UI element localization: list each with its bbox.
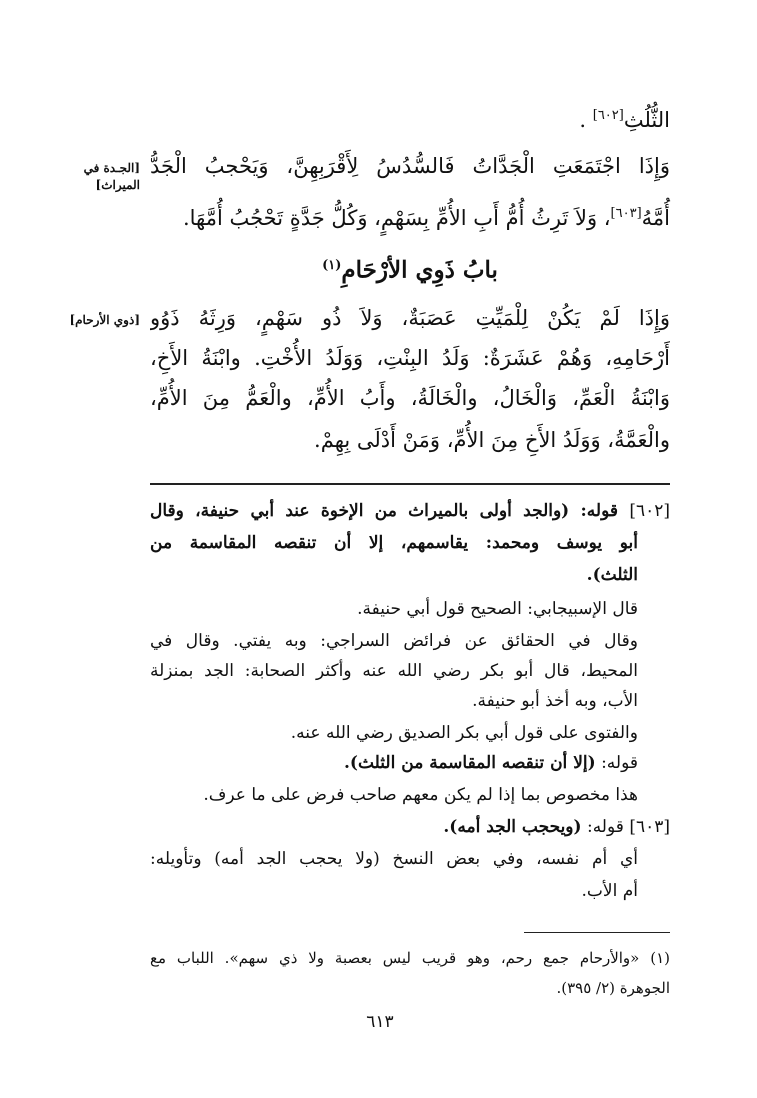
chapter-footnote-mark: (١) bbox=[322, 258, 342, 273]
side-note-relatives: [ذوي الأرحام] bbox=[69, 313, 140, 327]
commentary-602-line9 bbox=[150, 748, 638, 778]
commentary-602-line3: الثلث). bbox=[586, 565, 638, 585]
ref-marker-603: [٦٠٣] bbox=[610, 206, 642, 221]
commentary-602-line4: قال الإسبيجابي: الصحيح قول أبي حنيفة. bbox=[357, 599, 638, 619]
commentary-602-line5: وقال في الحقائق عن فرائض السراجي: وبه يفتي. وقال في bbox=[150, 631, 638, 651]
commentary-602-line1 bbox=[150, 496, 670, 526]
footnote-separator-rule bbox=[524, 932, 670, 933]
commentary-603-label: قوله: bbox=[586, 817, 624, 837]
commentary-602-line2: أبو يوسف ومحمد: يقاسمهم، إلا أن تنقصه المقاسمة من bbox=[150, 533, 638, 553]
commentary-603-line3: أم الأب. bbox=[581, 881, 638, 901]
commentary-602-line8: والفتوى على قول أبي بكر الصديق رضي الله عنه. bbox=[290, 723, 638, 743]
matn-line-3 bbox=[150, 194, 670, 238]
side-note-grandmother-line2: الميراث] bbox=[95, 178, 140, 192]
commentary-603-number: [٦٠٣] bbox=[629, 817, 670, 837]
commentary-602-line6: المحيط، قال أبو بكر رضي الله عنه وأكثر الصحابة: الجد بمنزلة bbox=[150, 661, 638, 681]
matn-line-7: والْعَمَّةُ، وَوَلَدُ الأَخِ مِنَ الأُمِّ، وَمَنْ أَدْلَى بِهِمْ. bbox=[314, 428, 670, 452]
commentary-602-line1-text: قوله: (والجد أولى بالميراث من الإخوة عند أبي حنيفة، وقال bbox=[150, 501, 618, 521]
ref-marker-602: [٦٠٢] bbox=[592, 108, 624, 123]
commentary-603-line2: أي أم نفسه، وفي بعض النسخ (ولا يحجب الجد أمه) وتأويله: bbox=[150, 849, 638, 869]
footnote-1-line1: (١) «والأرحام جمع رحم، وهو قريب ليس بعصبة ولا ذي سهم». اللباب مع bbox=[150, 949, 670, 967]
footnote-1-line2: الجوهرة (٢/ ٣٩٥). bbox=[556, 979, 670, 997]
chapter-title-text: بابُ ذَوِي الأرْحَامِ bbox=[341, 256, 498, 284]
matn-line-1-text: الثُّلُثِ bbox=[623, 108, 670, 132]
commentary-602-line10: هذا مخصوص بما إذا لم يكن معهم صاحب فرض على ما عرف. bbox=[203, 785, 638, 805]
main-separator-rule bbox=[150, 483, 670, 485]
commentary-602-line9-label: قوله: bbox=[601, 753, 638, 773]
chapter-title bbox=[150, 246, 670, 291]
commentary-602-line9-quote: (إلا أن تنقصه المقاسمة من الثلث). bbox=[344, 753, 596, 773]
matn-line-2: وَإِذَا اجْتَمَعَتِ الْجَدَّاتُ فَالسُّدُسُ لِأَقْرَبِهِنَّ، وَيَحْجبُ الْجَدُّ bbox=[150, 154, 670, 178]
matn-line-3-rest: ، وَلاَ تَرِثُ أُمُّ أَبِ الأُمِّ بِسَهْمٍ، وَكُلُّ جَدَّةٍ تَحْجُبُ أُمَّهَا. bbox=[182, 206, 611, 230]
page-number: ٦١٣ bbox=[366, 1012, 394, 1032]
matn-line-1-end: . bbox=[579, 108, 587, 132]
matn-line-4: وَإِذَا لَمْ يَكُنْ لِلْمَيِّتِ عَصَبَةٌ، وَلاَ ذُو سَهْمٍ، وَرِثَهُ ذَوُو bbox=[150, 306, 670, 330]
commentary-602-number: [٦٠٢] bbox=[629, 501, 670, 521]
commentary-603-line1 bbox=[150, 812, 670, 842]
matn-line-1 bbox=[150, 96, 670, 140]
matn-line-5: أَرْحَامِهِ، وَهُمْ عَشَرَةٌ: وَلَدُ البِنْتِ، وَوَلَدُ الأُخْتِ. وابْنَةُ الأَخِ، bbox=[150, 346, 670, 370]
side-note-grandmother-line1: [الجـدة في bbox=[83, 161, 140, 175]
matn-line-6: وَابْنَةُ الْعَمِّ، وَالْخَالُ، والْخَالَةُ، وأَبُ الأُمِّ، والْعَمُّ مِنَ الأُمِّ، bbox=[150, 386, 670, 410]
commentary-602-line7: الأب، وبه أخذ أبو حنيفة. bbox=[472, 691, 638, 711]
matn-line-3-start: أُمَّهُ bbox=[641, 206, 670, 230]
side-note-grandmother bbox=[22, 160, 140, 194]
commentary-603-quote: (ويحجب الجد أمه). bbox=[443, 817, 582, 837]
